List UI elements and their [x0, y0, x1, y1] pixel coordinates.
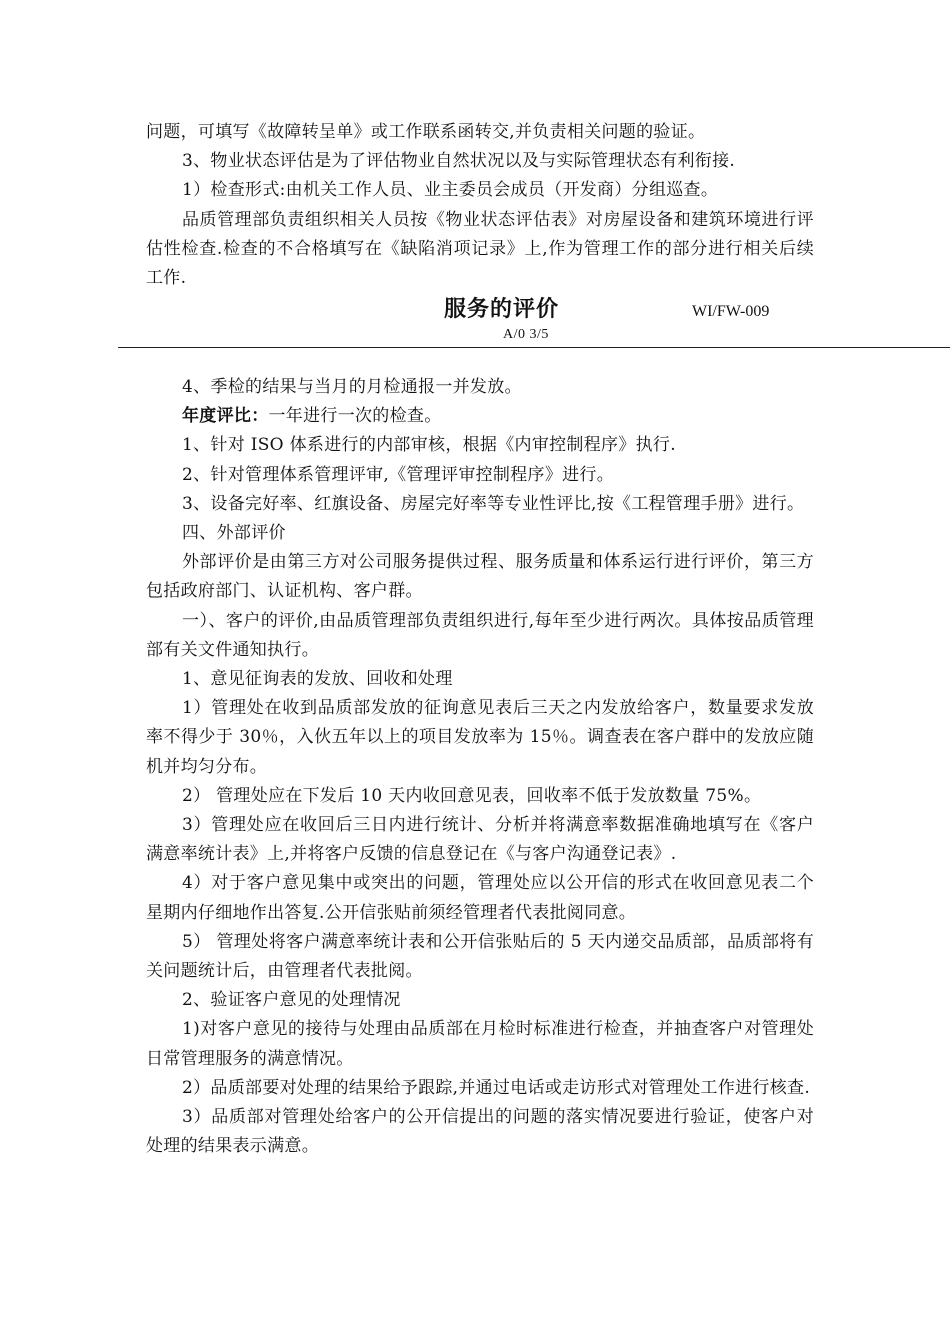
subsection-heading: 1、意见征询表的发放、回收和处理: [182, 669, 453, 690]
paragraph: 5） 管理处将客户满意率统计表和公开信张贴后的 5 天内递交品质部，品质部将有关问题统计后，由管理者代表批阅。: [146, 931, 814, 982]
paragraph: 2）品质部要对处理的结果给予跟踪,并通过电话或走访形式对管理处工作进行核查.: [182, 1077, 811, 1098]
annual-review-text: 一年进行一次的检查。: [268, 406, 442, 427]
paragraph: 1、针对 ISO 体系进行的内部审核，根据《内审控制程序》执行.: [182, 435, 676, 456]
paragraph: 一）、客户的评价,由品质管理部负责组织进行,每年至少进行两次。具体按品质管理部有关文件通知执行。: [146, 610, 814, 660]
page-title: 服务的评价: [444, 297, 560, 322]
paragraph: 1)对客户意见的接待与处理由品质部在月检时标准进行检查，并抽查客户对管理处日常管理服务的满意情况。: [146, 1019, 814, 1069]
paragraph: 3）管理处应在收回后三日内进行统计、分析并将满意率数据准确地填写在《客户满意率统计表》上,并将客户反馈的信息登记在《与客户沟通登记表》.: [146, 815, 814, 865]
paragraph: 3）品质部对管理处给客户的公开信提出的问题的落实情况要进行验证，使客户对处理的结果表示满意。: [146, 1107, 814, 1157]
version-page-number: A/0 3/5: [503, 327, 549, 342]
paragraph: 3、设备完好率、红旗设备、房屋完好率等专业性评比,按《工程管理手册》进行。: [182, 493, 805, 514]
annual-review-paragraph: [146, 402, 814, 431]
paragraph: 4）对于客户意见集中或突出的问题，管理处应以公开信的形式在收回意见表二个星期内仔细地作出答复.公开信张贴前须经管理者代表批阅同意。: [146, 873, 814, 923]
paragraph: 3、物业状态评估是为了评估物业自然状况以及与实际管理状态有利衔接.: [182, 151, 736, 172]
header-divider: [118, 347, 950, 348]
paragraph: 2、针对管理体系管理评审,《管理评审控制程序》进行。: [182, 464, 615, 485]
paragraph: 外部评价是由第三方对公司服务提供过程、服务质量和体系运行进行评价，第三方包括政府部门、认证机构、客户群。: [146, 552, 814, 602]
subsection-heading: 2、验证客户意见的处理情况: [182, 990, 401, 1011]
paragraph: 4、季检的结果与当月的月检通报一并发放。: [182, 377, 522, 397]
paragraph: 1）管理处在收到品质部发放的征询意见表后三天之内发放给客户，数量要求发放率不得少于 30％，入伙五年以上的项目发放率为 15％。调查表在客户群中的发放应随机并均匀分布。: [146, 698, 814, 777]
document-code: WI/FW-009: [692, 303, 770, 320]
paragraph: 2） 管理处应在下发后 10 天内收回意见表，回收率不低于发放数量 75%。: [182, 785, 762, 806]
paragraph: 品质管理部负责组织相关人员按《物业状态评估表》对房屋设备和建筑环境进行评估性检查.检查的不合格填写在《缺陷消项记录》上,作为管理工作的部分进行相关后续工作.: [146, 209, 814, 289]
main-text-section: [146, 373, 814, 1161]
annual-review-lead: 年度评比：: [182, 406, 269, 427]
top-text-section: [146, 118, 814, 293]
paragraph: 1）检查形式:由机关工作人员、业主委员会成员（开发商）分组巡查。: [182, 180, 719, 201]
section-heading: 四、外部评价: [182, 523, 286, 544]
paragraph: 问题，可填写《故障转呈单》或工作联系函转交,并负责相关问题的验证。: [146, 122, 706, 142]
